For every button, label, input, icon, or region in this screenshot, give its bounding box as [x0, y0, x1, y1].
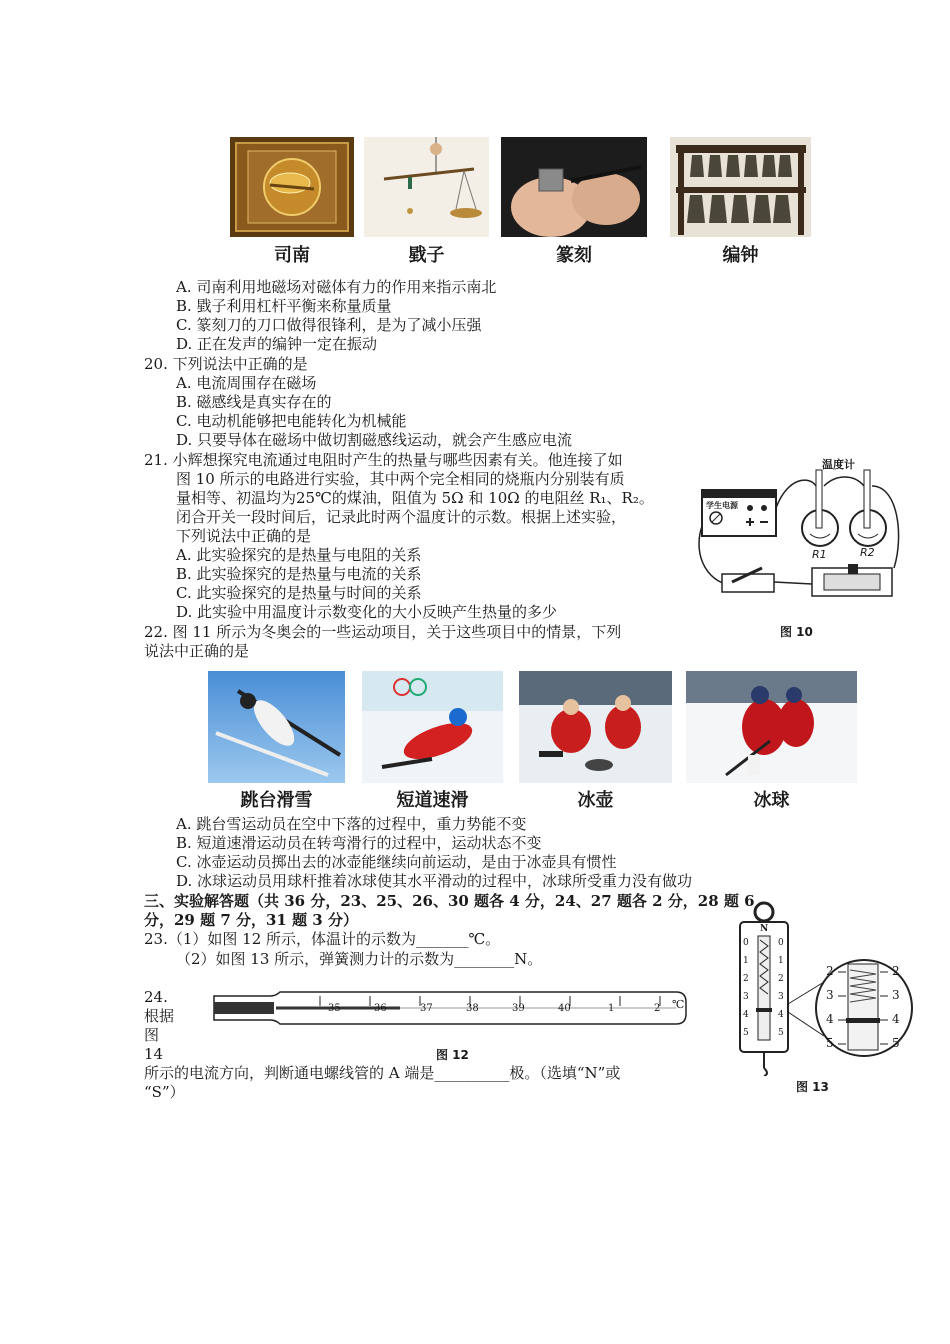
- scale-label: 1: [743, 956, 749, 966]
- q20-option-c: C. 电动机能够把电能转化为机械能: [176, 412, 407, 430]
- thermometer-tick-label: 2: [654, 1003, 661, 1014]
- scale-label: 3: [743, 992, 749, 1002]
- seal-carving-image: [501, 137, 647, 237]
- image-caption: 编钟: [722, 245, 759, 266]
- q21-stem-line: 图 10 所示的电路进行实验，其中两个完全相同的烧瓶内分别装有质: [176, 470, 625, 488]
- q24-label: 24.: [144, 988, 168, 1006]
- scale-label: 4: [743, 1010, 749, 1020]
- q21-option-d: D. 此实验中用温度计示数变化的大小反映产生热量的多少: [176, 603, 558, 621]
- q24-label: 根据: [144, 1007, 175, 1025]
- spring-scale-figure-13: [732, 900, 916, 1076]
- sinan-compass-image: [230, 137, 354, 237]
- scale-label: 2: [743, 974, 749, 984]
- thermometer-tick-label: 40: [558, 1003, 571, 1014]
- q24-text: 所示的电流方向，判断通电螺线管的 A 端是__________极。（选填“N”或: [144, 1064, 621, 1082]
- q22-option-a: A. 跳台雪运动员在空中下落的过程中，重力势能不变: [176, 815, 527, 833]
- scale-label: 5: [743, 1028, 749, 1038]
- curling-image: [519, 671, 672, 783]
- image-caption: 戥子: [408, 245, 445, 266]
- q21-option-b: B. 此实验探究的是热量与电流的关系: [176, 565, 422, 583]
- zoom-scale-label: 5: [826, 1036, 834, 1050]
- clinical-thermometer-figure-12: [210, 990, 690, 1026]
- scale-label: 3: [778, 992, 784, 1002]
- power-supply-label: 学生电源: [706, 501, 738, 510]
- scale-label: 0: [778, 938, 784, 948]
- short-track-image: [362, 671, 503, 783]
- r2-label: R2: [860, 546, 875, 559]
- q19-option-c: C. 篆刻刀的刀口做得很锋利，是为了减小压强: [176, 316, 482, 334]
- thermometer-tick-label: 35: [328, 1003, 341, 1014]
- q20-option-d: D. 只要导体在磁场中做切割磁感线运动，就会产生感应电流: [176, 431, 573, 449]
- chime-bells-image: [670, 137, 811, 237]
- zoom-scale-label: 4: [892, 1012, 900, 1026]
- figure-10-caption: 图 10: [780, 625, 813, 639]
- zoom-scale-label: 3: [826, 988, 834, 1002]
- q20-stem: 20. 下列说法中正确的是: [144, 355, 308, 373]
- spring-scale-unit: N: [760, 924, 769, 934]
- scale-label: 4: [778, 1010, 784, 1020]
- q21-option-c: C. 此实验探究的是热量与时间的关系: [176, 584, 422, 602]
- thermometer-tick-label: 39: [512, 1003, 525, 1014]
- q22-option-c: C. 冰壶运动员掷出去的冰壶能继续向前运动，是由于冰壶具有惯性: [176, 853, 617, 871]
- image-caption: 跳台滑雪: [240, 790, 313, 811]
- circuit-diagram-figure-10: [698, 456, 908, 606]
- q19-option-a: A. 司南利用地磁场对磁体有力的作用来指示南北: [176, 278, 497, 296]
- scale-label: 1: [778, 956, 784, 966]
- q21-stem-line: 下列说法中正确的是: [176, 527, 312, 545]
- q19-option-b: B. 戥子利用杠杆平衡来称量质量: [176, 297, 392, 315]
- section-3-heading-cont: 分，29 题 7 分，31 题 3 分）: [144, 911, 358, 929]
- q20-option-b: B. 磁感线是真实存在的: [176, 393, 332, 411]
- thermometer-tick-label: 1: [608, 1003, 615, 1014]
- ski-jumping-image: [208, 671, 345, 783]
- zoom-scale-label: 4: [826, 1012, 834, 1026]
- q21-stem-line: 21. 小辉想探究电流通过电阻时产生的热量与哪些因素有关。他连接了如: [144, 451, 623, 469]
- q21-stem-line: 闭合开关一段时间后，记录此时两个温度计的示数。根据上述实验，: [176, 508, 627, 526]
- q24-text-cont: “S”）: [144, 1083, 185, 1101]
- q24-label: 14: [144, 1045, 164, 1063]
- thermometer-unit: ℃: [672, 998, 685, 1011]
- section-3-heading: 三、实验解答题（共 36 分，23、25、26、30 题各 4 分，24、27 题各 2 分，28 题 6: [144, 892, 755, 910]
- thermometer-tick-label: 36: [374, 1003, 387, 1014]
- zoom-scale-label: 2: [826, 964, 834, 978]
- image-caption: 篆刻: [556, 245, 592, 266]
- thermometer-tick-label: 37: [420, 1003, 433, 1014]
- image-caption: 司南: [274, 245, 310, 266]
- q23-part-2: （2）如图 13 所示，弹簧测力计的示数为________N。: [176, 950, 543, 968]
- figure-13-caption: 图 13: [796, 1080, 829, 1094]
- q21-stem-line: 量相等、初温均为25℃的煤油，阻值为 5Ω 和 10Ω 的电阻丝 R₁、R₂。: [176, 489, 654, 507]
- scale-label: 0: [743, 938, 749, 948]
- thermometer-label: 温度计: [822, 458, 855, 471]
- q22-stem-line: 22. 图 11 所示为冬奥会的一些运动项目，关于这些项目中的情景，下列: [144, 623, 622, 641]
- scale-label: 5: [778, 1028, 784, 1038]
- zoom-scale-label: 2: [892, 964, 900, 978]
- ice-hockey-image: [686, 671, 857, 783]
- q23-part-1: 23.（1）如图 12 所示，体温计的示数为_______℃。: [144, 930, 501, 948]
- thermometer-tick-label: 38: [466, 1003, 479, 1014]
- q19-option-d: D. 正在发声的编钟一定在振动: [176, 335, 378, 353]
- steelyard-balance-image: [364, 137, 489, 237]
- q22-option-d: D. 冰球运动员用球杆推着冰球使其水平滑动的过程中，冰球所受重力没有做功: [176, 872, 693, 890]
- zoom-scale-label: 5: [892, 1036, 900, 1050]
- scale-label: 2: [778, 974, 784, 984]
- q24-label: 图: [144, 1026, 160, 1044]
- r1-label: R1: [812, 548, 827, 561]
- image-caption: 短道速滑: [396, 790, 469, 811]
- q22-stem-line: 说法中正确的是: [144, 642, 250, 660]
- image-caption: 冰球: [753, 790, 790, 811]
- zoom-scale-label: 3: [892, 988, 900, 1002]
- q20-option-a: A. 电流周围存在磁场: [176, 374, 317, 392]
- figure-12-caption: 图 12: [436, 1048, 469, 1062]
- image-caption: 冰壶: [577, 790, 614, 811]
- q22-option-b: B. 短道速滑运动员在转弯滑行的过程中，运动状态不变: [176, 834, 542, 852]
- q21-option-a: A. 此实验探究的是热量与电阻的关系: [176, 546, 422, 564]
